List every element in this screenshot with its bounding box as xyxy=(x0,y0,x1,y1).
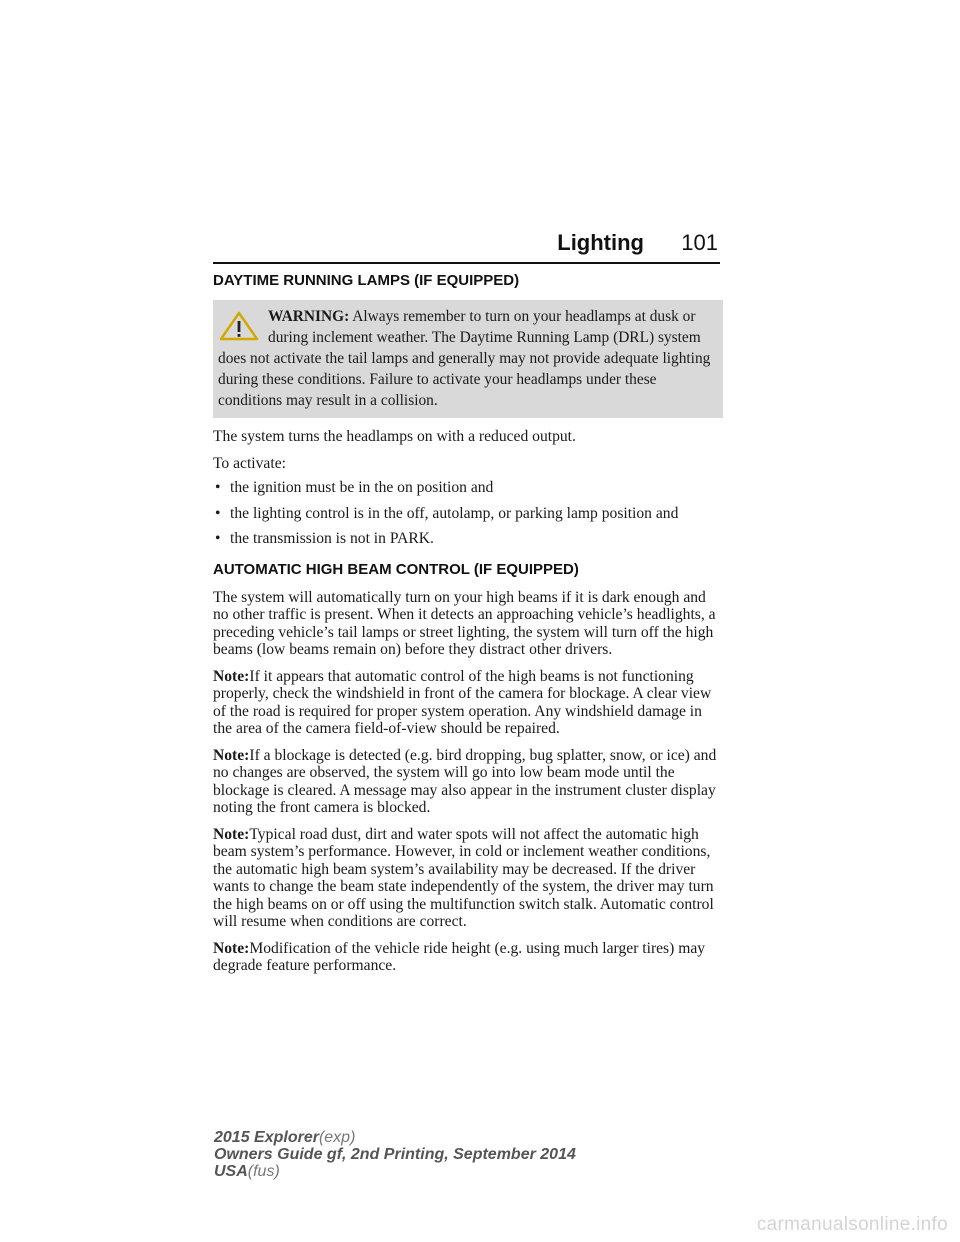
footer-model: 2015 Explorer xyxy=(214,1129,319,1146)
note-paragraph xyxy=(213,747,723,817)
watermark: carmanualsonline.info xyxy=(756,1214,948,1235)
bullet-icon: • xyxy=(215,504,221,522)
footer-line-1 xyxy=(214,1129,576,1146)
intro-paragraph: The system turns the headlamps on with a reduced output. xyxy=(213,428,576,445)
bullet-icon: • xyxy=(215,479,221,496)
page-footer xyxy=(214,1129,576,1180)
note-paragraph xyxy=(213,668,723,738)
activate-label: To activate: xyxy=(213,454,286,472)
heading-auto-high-beam: AUTOMATIC HIGH BEAM CONTROL (IF EQUIPPED) xyxy=(213,560,579,578)
bullet-icon: • xyxy=(215,530,221,547)
warning-triangle-icon xyxy=(219,311,259,341)
footer-guide-info: Owners Guide gf, 2nd Printing, September 2014 xyxy=(214,1146,576,1163)
footer-market-code: (fus) xyxy=(247,1163,280,1180)
note-label: Note: xyxy=(213,667,250,685)
note-text: If it appears that automatic control of the high beams is not functioning properly, check the windshield in front of the camera for blockage. A clear view of the road is required for proper system operation. Any windshield damage in the area of the camera field-of-view should be repaired. xyxy=(213,667,712,737)
activation-list xyxy=(213,479,723,548)
page-content xyxy=(213,272,723,984)
note-text: Typical road dust, dirt and water spots will not affect the automatic high beam system’s performance. However, in cold or inclement weather conditions, the automatic high beam system’s availability may be decreased. If the driver wants to change the beam state independently of the system, the driver may turn the high beams on or off using the multifunction switch stalk. Automatic control will resume when conditions are correct. xyxy=(213,825,714,930)
note-text: If a blockage is detected (e.g. bird dropping, bug splatter, snow, or ice) and no changes are observed, the system will go into low beam mode until the blockage is cleared. A message may also appear in the instrument cluster display noting the front camera is blocked. xyxy=(213,746,717,816)
note-label: Note: xyxy=(213,746,250,764)
list-item xyxy=(213,505,723,523)
heading-daytime-running-lamps: DAYTIME RUNNING LAMPS (IF EQUIPPED) xyxy=(213,272,520,289)
section-title: Lighting xyxy=(557,230,644,255)
list-item-text: the transmission is not in PARK. xyxy=(230,530,434,547)
list-item xyxy=(213,530,723,548)
warning-label: WARNING: xyxy=(268,308,350,325)
note-label: Note: xyxy=(213,825,250,843)
high-beam-paragraph: The system will automatically turn on your high beams if it is dark enough and no other traffic is present. When it detects an approaching vehicle’s headlights, a preceding vehicle’s tail lamps or street lighting, the system will turn off the high beams (low beams remain on) before they distract other drivers. xyxy=(213,588,716,658)
note-paragraph xyxy=(213,940,723,975)
page-header xyxy=(213,230,720,264)
footer-model-code: (exp) xyxy=(318,1129,356,1146)
note-paragraph xyxy=(213,826,723,931)
warning-box xyxy=(213,300,723,418)
footer-market: USA xyxy=(214,1163,248,1180)
page-number: 101 xyxy=(681,230,718,255)
list-item-text: the ignition must be in the on position and xyxy=(230,479,494,496)
warning-text: Always remember to turn on your headlamps at dusk or during inclement weather. The Daytime Running Lamp (DRL) system does not activate the tail lamps and generally may not provide adequate lighting during these conditions. Failure to activate your headlamps under these conditions may result in a collision. xyxy=(218,308,711,409)
footer-line-3 xyxy=(214,1163,576,1180)
list-item xyxy=(213,479,723,497)
note-text: Modification of the vehicle ride height (e.g. using much larger tires) may degrade feature performance. xyxy=(213,939,706,974)
note-label: Note: xyxy=(213,939,250,957)
footer-line-2 xyxy=(214,1146,576,1163)
list-item-text: the lighting control is in the off, autolamp, or parking lamp position and xyxy=(230,504,679,522)
